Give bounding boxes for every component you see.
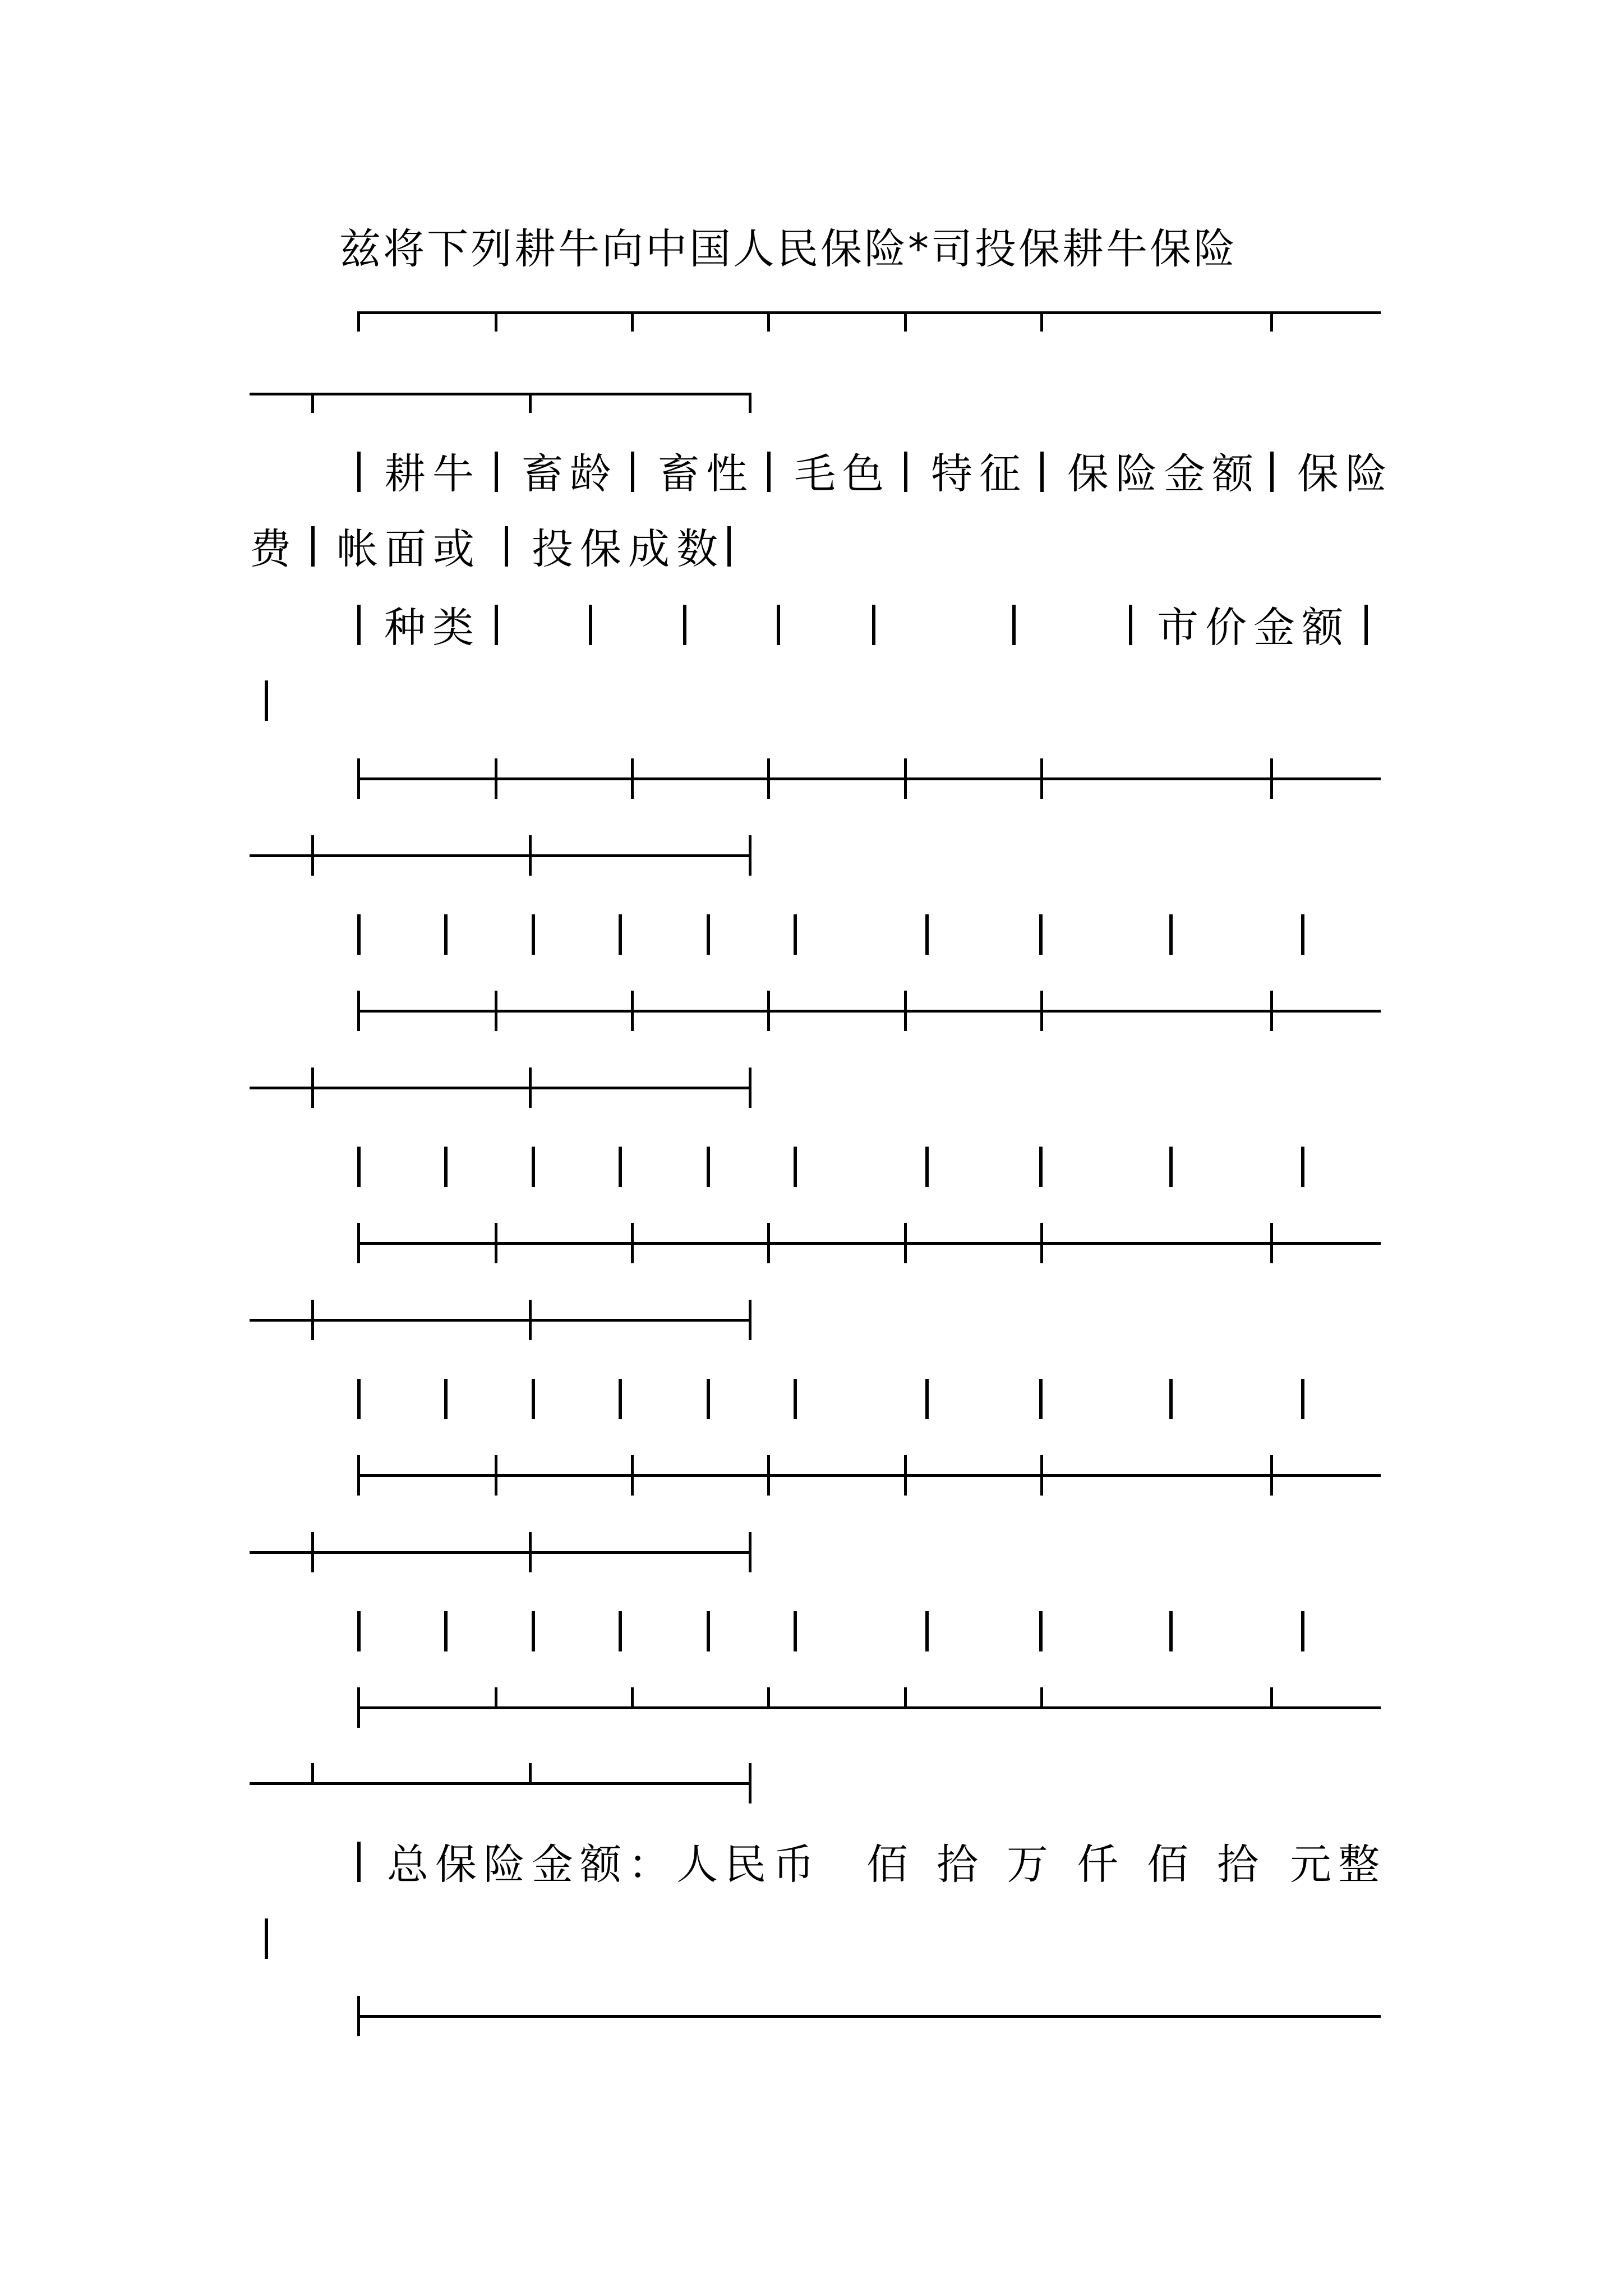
- unit-thousand: 仟: [1077, 1841, 1118, 1889]
- unit-hundred: 佰: [866, 1841, 908, 1889]
- header-premium-b: 费: [250, 525, 291, 573]
- unit-ten-thousand: 万: [1007, 1841, 1048, 1889]
- header-color: 毛色: [794, 450, 891, 498]
- unit-ten: 拾: [937, 1841, 978, 1889]
- header-cattle: 耕牛: [384, 450, 481, 498]
- header-book-value: 帐面或: [336, 525, 481, 573]
- header-features: 特征: [931, 450, 1027, 498]
- header-sex: 畜性: [658, 450, 754, 498]
- header-insured-ratio: 投保成数: [532, 525, 725, 573]
- unit-hundred-2: 佰: [1147, 1841, 1188, 1889]
- header-age: 畜龄: [522, 450, 618, 498]
- header-insured-amount: 保险金额: [1067, 450, 1260, 498]
- unit-yuan-whole: 元整: [1290, 1841, 1386, 1889]
- header-breed: 种类: [384, 604, 481, 652]
- total-amount-label: 总保险金额：人民币: [387, 1841, 821, 1889]
- header-market-value: 市价金额: [1157, 604, 1350, 652]
- document-title: 兹将下列耕牛向中国人民保险*司投保耕牛保险: [339, 225, 1237, 273]
- unit-ten-2: 拾: [1217, 1841, 1258, 1889]
- header-premium-a: 保险: [1297, 450, 1394, 498]
